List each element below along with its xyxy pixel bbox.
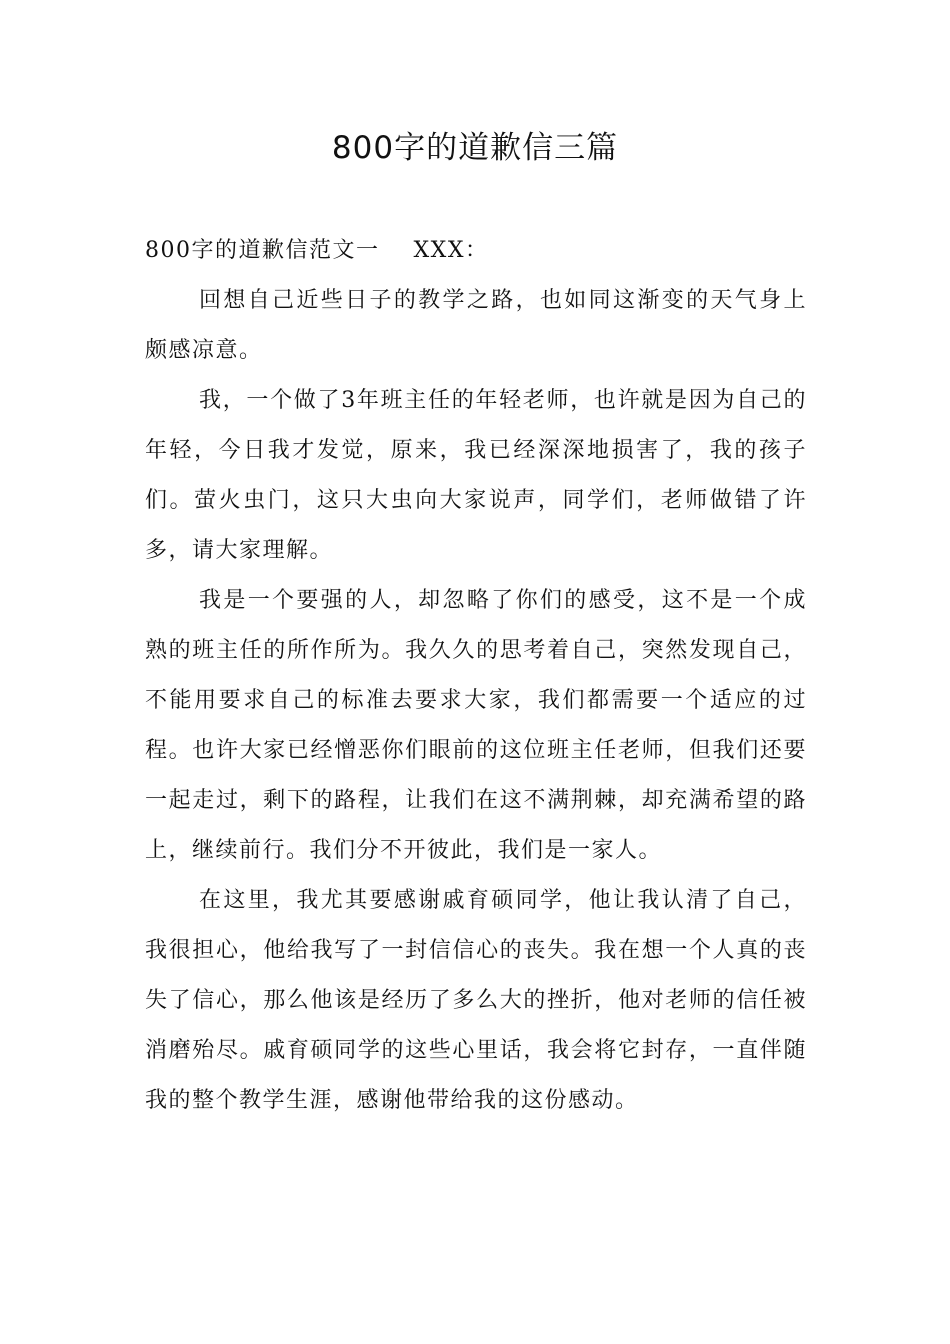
paragraph-4: 在这里，我尤其要感谢戚育硕同学，他让我认清了自己，我很担心，他给我写了一封信信心的丧失。我在想一个人真的丧失了信心，那么他该是经历了多么大的挫折，他对老师的信任被消磨殆尽。戚育硕同学的这些心里话，我会将它封存，一直伴随我的整个教学生涯，感谢他带给我的这份感动。	[145, 888, 807, 1113]
document-title: 800字的道歉信三篇	[331, 130, 619, 166]
paragraph-2: 我，一个做了3年班主任的年轻老师，也许就是因为自己的年轻，今日我才发觉，原来，我已经深深地损害了，我的孩子们。萤火虫门，这只大虫向大家说声，同学们，老师做错了许多，请大家理解。	[145, 388, 807, 563]
paragraph-3: 我是一个要强的人，却忽略了你们的感受，这不是一个成熟的班主任的所作所为。我久久的思考着自己，突然发现自己，不能用要求自己的标准去要求大家，我们都需要一个适应的过程。也许大家已经憎恶你们眼前的这位班主任老师，但我们还要一起走过，剩下的路程，让我们在这不满荆棘，却充满希望的路上，继续前行。我们分不开彼此，我们是一家人。	[145, 588, 807, 863]
document-body	[145, 226, 807, 1126]
letter-greeting: XXX：	[413, 238, 489, 263]
paragraph-1: 回想自己近些日子的教学之路，也如同这渐变的天气身上颇感凉意。	[145, 288, 807, 363]
document-subtitle: 800字的道歉信范文一	[145, 238, 380, 263]
subtitle-line	[145, 226, 807, 276]
